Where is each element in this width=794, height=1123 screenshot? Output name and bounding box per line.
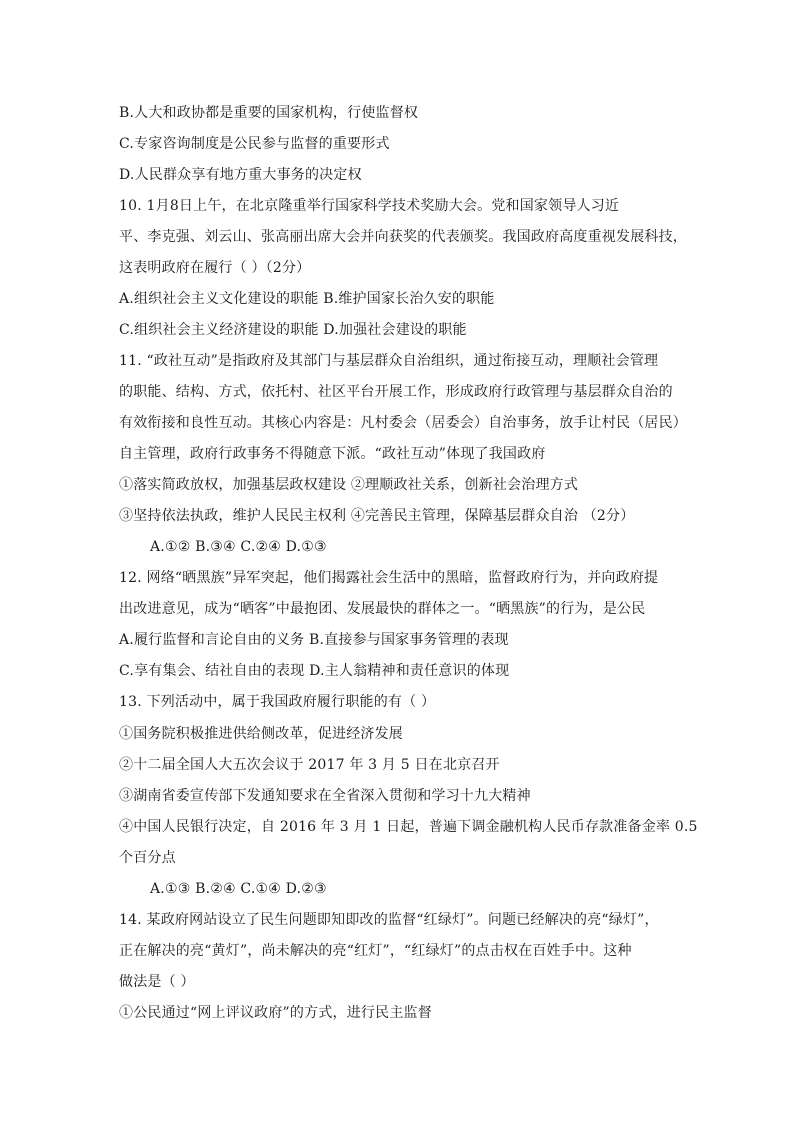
question-11-text: 11. “政社互动”是指政府及其部门与基层群众自治组织，通过衔接互动，理顺社会管理: [119, 353, 659, 369]
question-13-statements: 个百分点: [119, 850, 176, 866]
question-13-text: 13. 下列活动中，属于我国政府履行职能的有（ ）: [119, 694, 436, 710]
question-12-text: 出改进意见，成为“晒客”中最抱团、发展最快的群体之一。“晒黑族”的行为，是公民: [119, 601, 646, 617]
question-12-options: A.履行监督和言论自由的义务 B.直接参与国家事务管理的表现: [119, 632, 509, 648]
question-13-statements: ②十二届全国人大五次会议于 2017 年 3 月 5 日在北京召开: [119, 757, 500, 773]
question-11-text: 有效衔接和良性互动。其核心内容是：凡村委会（居委会）自治事务，放手让村民（居民）: [119, 415, 687, 431]
question-12-text: 12. 网络“晒黑族”异军突起，他们揭露社会生活中的黑暗，监督政府行为，并向政府提: [119, 570, 659, 586]
question-10-options: A.组织社会主义文化建设的职能 B.维护国家长治久安的职能: [119, 291, 495, 307]
question-11-statements: ③坚持依法执政，维护人民民主权利 ④完善民主管理，保障基层群众自治 （2分）: [119, 508, 635, 524]
option-c-q9: C.专家咨询制度是公民参与监督的重要形式: [119, 136, 390, 152]
question-11-text: 的职能、结构、方式，依托村、社区平台开展工作，形成政府行政管理与基层群众自治的: [119, 384, 673, 400]
option-d-q9: D.人民群众享有地方重大事务的决定权: [119, 167, 362, 183]
question-13-statements: ③湖南省委宣传部下发通知要求在全省深入贯彻和学习十九大精神: [119, 788, 531, 804]
question-13-statements: ①国务院积极推进供给侧改革，促进经济发展: [119, 726, 403, 742]
option-b-q9: B.人大和政协都是重要的国家机构，行使监督权: [119, 105, 419, 121]
question-10-text: 这表明政府在履行（ ）（2分）: [119, 260, 311, 276]
question-14-text: 14. 某政府网站设立了民生问题即知即改的监督“红绿灯”。问题已经解决的亮“绿灯”，: [119, 912, 659, 928]
question-13-statements: ④中国人民银行决定，自 2016 年 3 月 1 日起，普遍下调金融机构人民币存款准备金率 0.5: [119, 819, 698, 835]
question-10-text: 平、李克强、刘云山、张高丽出席大会并向获奖的代表颁奖。我国政府高度重视发展科技，: [119, 229, 687, 245]
question-10-text: 10. 1月8日上午，在北京隆重举行国家科学技术奖励大会。党和国家领导人习近: [119, 198, 620, 214]
question-11-statements: ①落实简政放权，加强基层政权建设 ②理顺政社关系，创新社会治理方式: [119, 477, 579, 493]
question-14-text: 正在解决的亮“黄灯”，尚未解决的亮“红灯”，“红绿灯”的点击权在百姓手中。这种: [119, 943, 632, 959]
question-12-options: C.享有集会、结社自由的表现 D.主人翁精神和责任意识的体现: [119, 663, 510, 679]
question-10-options: C.组织社会主义经济建设的职能 D.加强社会建设的职能: [119, 322, 467, 338]
question-14-text: 做法是（ ）: [119, 974, 195, 990]
question-11-options: A.①② B.③④ C.②④ D.①③: [150, 539, 327, 555]
question-11-text: 自主管理，政府行政事务不得随意下派。“政社互动”体现了我国政府: [119, 446, 546, 462]
question-13-options: A.①③ B.②④ C.①④ D.②③: [150, 881, 327, 897]
question-14-statements: ①公民通过“网上评议政府”的方式，进行民主监督: [119, 1005, 432, 1021]
